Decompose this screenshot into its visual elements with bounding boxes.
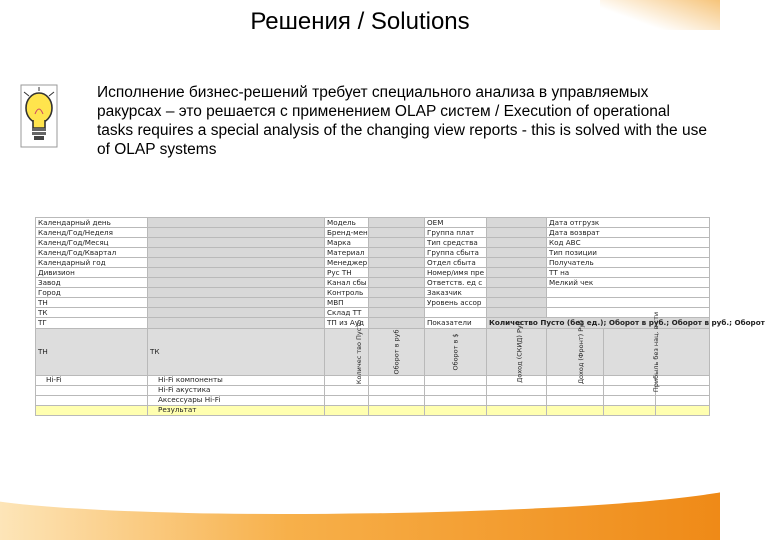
filter-cell — [148, 238, 325, 248]
value-cell — [656, 405, 710, 415]
filter-cell — [369, 228, 425, 238]
filter-cell — [148, 258, 325, 268]
filter-cell — [148, 278, 325, 288]
filter-row — [36, 218, 710, 228]
filter-cell: Марка — [325, 238, 369, 248]
filter-cell: Дата отгрузк — [547, 218, 710, 228]
filter-cell — [369, 308, 425, 318]
value-cell — [487, 385, 547, 395]
filter-cell: Календарный год — [36, 258, 148, 268]
row-tk-cell: Hi-Fi акустика — [148, 385, 325, 395]
filter-cell: Город — [36, 288, 148, 298]
filter-cell — [487, 278, 547, 288]
value-cell — [547, 405, 604, 415]
filter-cell: Канал сбы — [325, 278, 369, 288]
filter-cell: Дата возврат — [547, 228, 710, 238]
filter-cell: Календ/Год/Неделя — [36, 228, 148, 238]
filter-cell — [369, 318, 425, 328]
filter-cell — [148, 218, 325, 228]
header-tn: ТН — [36, 328, 148, 375]
report-header-row — [36, 328, 710, 375]
filter-row — [36, 238, 710, 248]
value-cell — [656, 395, 710, 405]
value-cell — [425, 385, 487, 395]
filter-cell — [369, 298, 425, 308]
table-row — [36, 405, 710, 415]
filter-cell: Группа плат — [425, 228, 487, 238]
row-tn-cell: Hi-Fi — [36, 375, 148, 385]
filter-cell — [547, 308, 710, 318]
filter-cell: Календ/Год/Квартал — [36, 248, 148, 258]
filter-cell: Завод — [36, 278, 148, 288]
filter-cell — [148, 248, 325, 258]
value-cell — [325, 405, 369, 415]
filter-cell: Бренд-мен — [325, 228, 369, 238]
filter-cell — [148, 298, 325, 308]
filter-row — [36, 268, 710, 278]
value-cell — [547, 385, 604, 395]
filter-cell — [487, 238, 547, 248]
filter-cell: ТН — [36, 298, 148, 308]
filter-cell: Материал — [325, 248, 369, 258]
measure-header: Доход (Фронт) Руб — [577, 319, 586, 384]
filter-cell — [487, 228, 547, 238]
measure-header: Оборот в руб — [392, 329, 401, 374]
value-cell — [487, 405, 547, 415]
row-tk-cell: Аксессуары Hi-Fi — [148, 395, 325, 405]
filter-cell: ТТ на — [547, 268, 710, 278]
measure-header: Количес тво Пусто — [355, 319, 364, 384]
filter-cell: Менеджер — [325, 258, 369, 268]
filter-cell: Номер/имя пре — [425, 268, 487, 278]
filter-cell — [487, 248, 547, 258]
filter-cell — [148, 228, 325, 238]
row-tn-cell — [36, 395, 148, 405]
value-cell — [604, 385, 656, 395]
value-cell — [425, 405, 487, 415]
filter-cell — [487, 298, 547, 308]
value-cell — [369, 405, 425, 415]
filter-row — [36, 298, 710, 308]
filter-cell — [487, 218, 547, 228]
value-cell — [547, 395, 604, 405]
filter-cell: OEM — [425, 218, 487, 228]
filter-cell — [369, 288, 425, 298]
filter-cell: Тип средства — [425, 238, 487, 248]
filter-cell — [547, 298, 710, 308]
filter-cell: Календарный день — [36, 218, 148, 228]
filter-cell — [487, 268, 547, 278]
filter-cell — [148, 288, 325, 298]
footer-decoration — [0, 492, 720, 540]
body-text: Исполнение бизнес-решений требует специального анализа в управляемых ракурсах – это решается с применением OLAP систем / Execution of operational tasks requires a special analysis of the changing view reports - this is solved with the use of OLAP systems — [97, 84, 707, 158]
value-cell — [547, 375, 604, 385]
row-tk-cell: Hi-Fi компоненты — [148, 375, 325, 385]
filter-cell — [148, 268, 325, 278]
table-row — [36, 395, 710, 405]
value-cell — [604, 395, 656, 405]
value-cell — [425, 375, 487, 385]
value-cell — [325, 385, 369, 395]
filter-cell — [369, 218, 425, 228]
filter-cell: МВП — [325, 298, 369, 308]
filter-cell: Календ/Год/Месяц — [36, 238, 148, 248]
filter-cell — [148, 308, 325, 318]
value-cell — [325, 395, 369, 405]
filter-row — [36, 288, 710, 298]
filter-row — [36, 318, 710, 328]
filter-row — [36, 248, 710, 258]
filter-cell: Показатели — [425, 318, 487, 328]
row-tn-cell — [36, 385, 148, 395]
filter-cell — [369, 278, 425, 288]
filter-cell: Ответств. ед с — [425, 278, 487, 288]
value-cell — [604, 405, 656, 415]
row-tk-cell: Результат — [148, 405, 325, 415]
table-row — [36, 375, 710, 385]
row-tn-cell — [36, 405, 148, 415]
olap-report-table — [35, 217, 765, 416]
value-cell — [604, 375, 656, 385]
filter-row — [36, 258, 710, 268]
filter-cell — [487, 258, 547, 268]
measure-header: Прибыль без нац. в сти — [652, 311, 661, 392]
header-tk: ТК — [148, 328, 325, 375]
filter-cell: ТГ — [36, 318, 148, 328]
filter-cell: Модель — [325, 218, 369, 228]
value-cell — [487, 395, 547, 405]
filter-cell — [148, 318, 325, 328]
filter-cell: Мелкий чек — [547, 278, 710, 288]
filter-cell — [487, 288, 547, 298]
filter-cell: ТК — [36, 308, 148, 318]
filter-cell — [425, 308, 487, 318]
value-cell — [656, 375, 710, 385]
measure-header: Оборот в $ — [451, 332, 460, 371]
value-cell — [656, 385, 710, 395]
filter-row — [36, 278, 710, 288]
filter-cell: Уровень ассор — [425, 298, 487, 308]
filter-cell — [369, 258, 425, 268]
filter-cell: ТП из Ауд — [325, 318, 369, 328]
filter-cell: Отдел сбыта — [425, 258, 487, 268]
value-cell — [425, 395, 487, 405]
olap-report-screenshot — [35, 217, 765, 424]
filter-cell — [547, 288, 710, 298]
filter-cell: Группа сбыта — [425, 248, 487, 258]
filter-cell — [487, 308, 547, 318]
measure-header: Доход (СКИД) Руб — [515, 320, 524, 383]
lightbulb-icon — [20, 84, 58, 148]
value-cell — [369, 395, 425, 405]
filter-cell: Код АВС — [547, 238, 710, 248]
filter-cell — [369, 248, 425, 258]
filter-cell: Заказчик — [425, 288, 487, 298]
filter-cell: Дивизион — [36, 268, 148, 278]
filter-cell — [369, 268, 425, 278]
table-row — [36, 385, 710, 395]
filter-row — [36, 308, 710, 318]
filter-cell: Тип позиции — [547, 248, 710, 258]
filter-cell — [369, 238, 425, 248]
filter-cell: Контроль — [325, 288, 369, 298]
filter-cell: Количество Пусто (без ед.); Оборот в руб.; Оборот в руб.; Оборот — [487, 318, 710, 328]
filter-cell: Рус ТН — [325, 268, 369, 278]
filter-row — [36, 228, 710, 238]
slide-title: Решения / Solutions — [250, 8, 470, 35]
filter-cell: Склад ТТ — [325, 308, 369, 318]
value-cell — [369, 385, 425, 395]
value-cell — [369, 375, 425, 385]
filter-cell: Получатель — [547, 258, 710, 268]
